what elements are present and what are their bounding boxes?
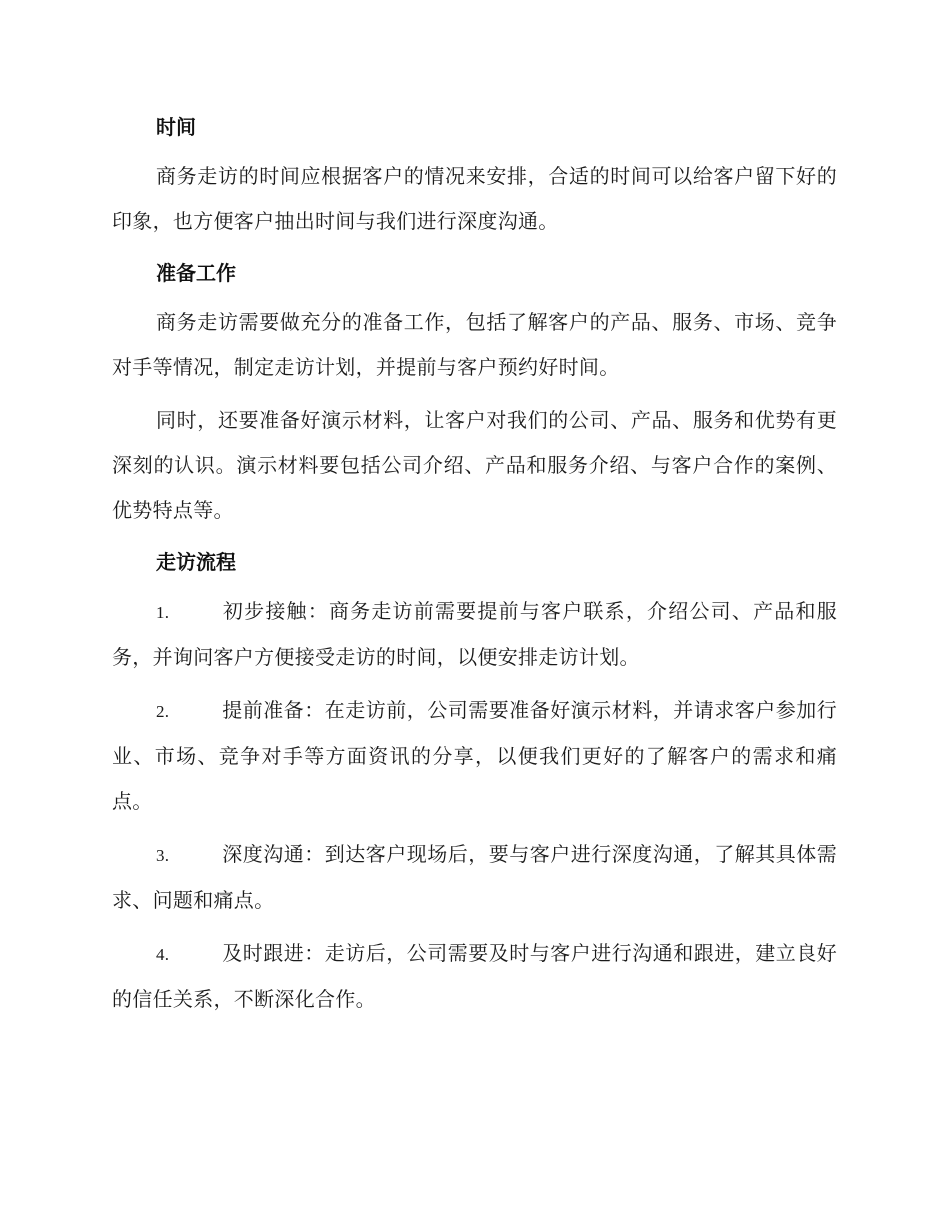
list-item-text: 深度沟通：到达客户现场后，要与客户进行深度沟通，了解其具体需求、问题和痛点。 xyxy=(112,842,837,912)
list-item-number: 4. xyxy=(156,945,170,964)
list-item xyxy=(112,931,837,1022)
list-item-text: 初步接触：商务走访前需要提前与客户联系，介绍公司、产品和服务，并询问客户方便接受走访的时间，以便安排走访计划。 xyxy=(112,599,837,669)
list-item-number: 3. xyxy=(156,846,170,865)
paragraph-time: 商务走访的时间应根据客户的情况来安排，合适的时间可以给客户留下好的印象，也方便客户抽出时间与我们进行深度沟通。 xyxy=(112,164,837,233)
list-item-number: 1. xyxy=(156,603,170,622)
section-heading-process: 走访流程 xyxy=(156,550,236,574)
section-preparation xyxy=(112,254,837,533)
section-process xyxy=(112,543,837,1022)
section-time xyxy=(112,108,837,244)
list-item-text: 及时跟进：走访后，公司需要及时与客户进行沟通和跟进，建立良好的信任关系，不断深化合作。 xyxy=(112,941,837,1011)
list-item xyxy=(112,688,837,824)
paragraph-preparation-2: 同时，还要准备好演示材料，让客户对我们的公司、产品、服务和优势有更深刻的认识。演示材料要包括公司介绍、产品和服务介绍、与客户合作的案例、优势特点等。 xyxy=(112,408,837,522)
list-item-number: 2. xyxy=(156,702,170,721)
section-heading-preparation: 准备工作 xyxy=(156,261,236,285)
paragraph-preparation-1: 商务走访需要做充分的准备工作，包括了解客户的产品、服务、市场、竞争对手等情况，制定走访计划，并提前与客户预约好时间。 xyxy=(112,310,837,379)
list-item xyxy=(112,589,837,680)
document-body xyxy=(112,108,837,1030)
list-item xyxy=(112,832,837,923)
section-heading-time: 时间 xyxy=(156,115,196,139)
list-item-text: 提前准备：在走访前，公司需要准备好演示材料，并请求客户参加行业、市场、竞争对手等方面资讯的分享，以便我们更好的了解客户的需求和痛点。 xyxy=(112,698,837,813)
